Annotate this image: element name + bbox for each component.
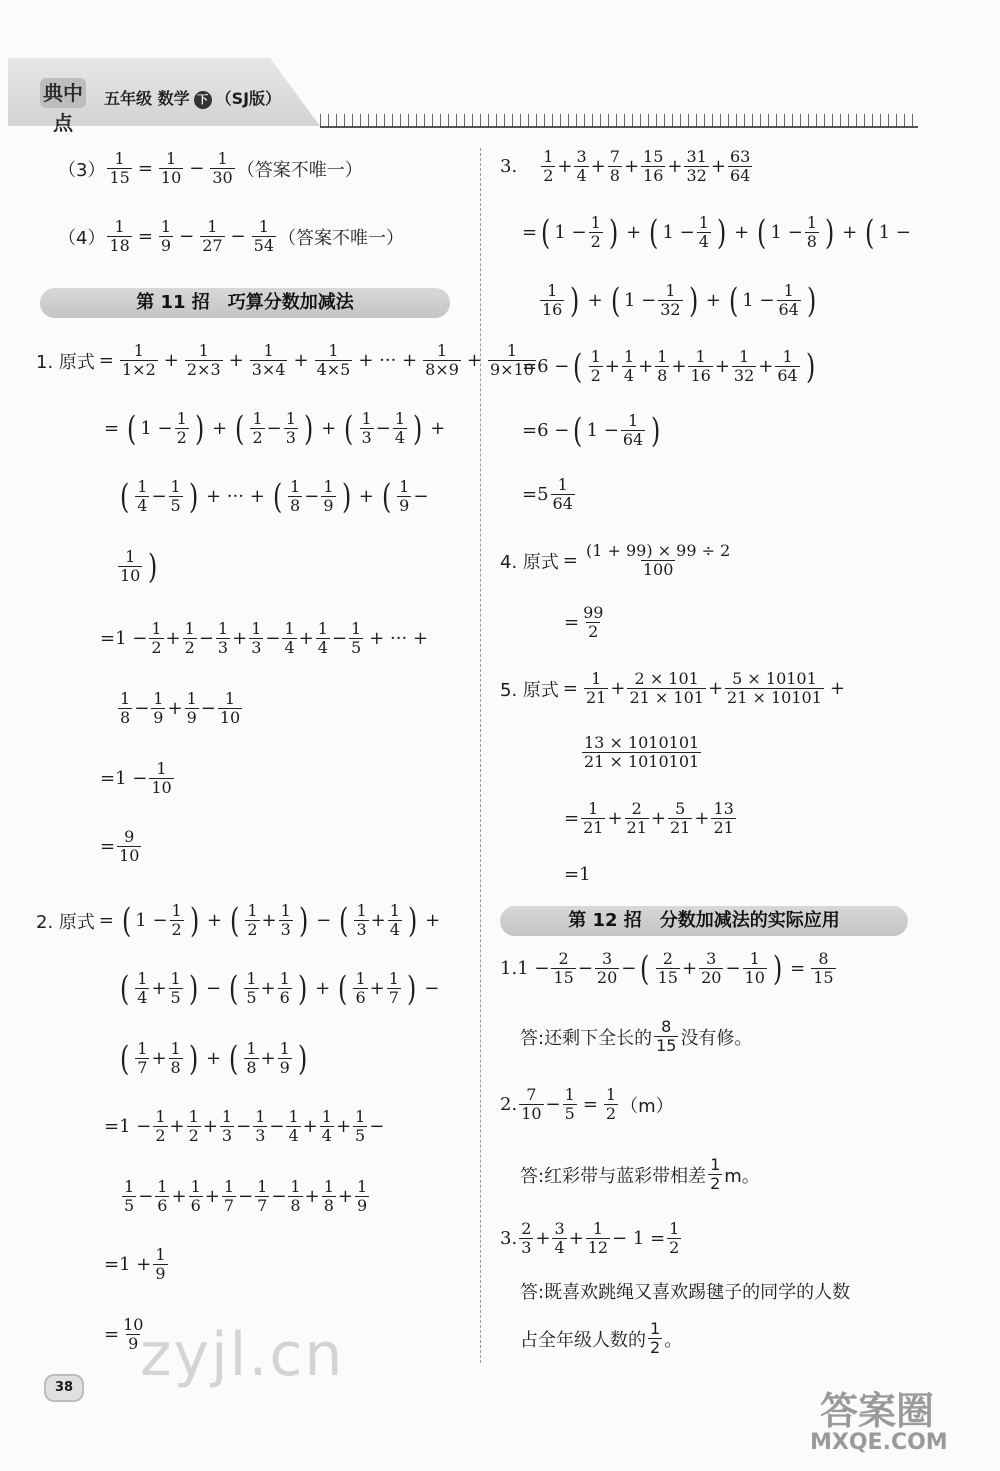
- column-divider: [480, 148, 481, 1363]
- q3-result: =5 $\frac{1}{64}$: [522, 475, 573, 514]
- q2-line4: =1 − $\frac{1}{2}$ + $\frac{1}{2}$ + $\frac{1}{3}$ − $\frac{1}{3}$ − $\frac{1}{4}$ + $\frac{1}{4}$ + $\frac{1}{5}$ −: [104, 1107, 385, 1146]
- q3-line2: = ( 1 − $\frac{1}{2}$ ) + ( 1 − $\frac{1}{4}$ ) + ( 1 − $\frac{1}{8}$ ) + ( 1 −: [522, 212, 911, 253]
- q3-line3: $\frac{1}{16}$ ) + ( 1 − $\frac{1}{32}$ ) + ( 1 − $\frac{1}{64}$ ): [542, 280, 817, 321]
- header-title: [104, 86, 281, 109]
- q2-line6: =1 + $\frac{1}{9}$: [104, 1245, 166, 1284]
- q3-line4: =6 − ( $\frac{1}{2}$ + $\frac{1}{4}$ + $\frac{1}{8}$ + $\frac{1}{16}$ + $\frac{1}{32}$ + $\frac{1}{64}$ ): [522, 346, 815, 387]
- watermark-daanquan: 答案圈: [820, 1389, 935, 1433]
- q1-line7: =1 − $\frac{1}{10}$: [100, 759, 172, 798]
- a2-answer: 答:红彩带与蓝彩带相差 $\frac{1}{2}$ m。: [520, 1155, 760, 1194]
- q1-line6: $\frac{1}{8}$ − $\frac{1}{9}$ + $\frac{1}{9}$ − $\frac{1}{10}$: [120, 689, 241, 728]
- q2-line1: 2. 原式 = ( 1 − $\frac{1}{2}$ ) + ( $\frac{1}{2}$ + $\frac{1}{3}$ ) − ( $\frac{1}{3}$ + $\frac{1}{4}$ ) +: [36, 900, 441, 941]
- left-p4: （4） $\frac{1}{18}$ = $\frac{1}{9}$ − $\frac{1}{27}$ − $\frac{1}{54}$ （答案不唯一）: [58, 217, 404, 256]
- edition-label: （SJ版）: [215, 89, 282, 108]
- q1-line5: =1 − $\frac{1}{2}$ + $\frac{1}{2}$ − $\frac{1}{3}$ + $\frac{1}{3}$ − $\frac{1}{4}$ + $\frac{1}{4}$ − $\frac{1}{5}$ + ··· +: [100, 619, 428, 658]
- q4-result: = $\frac{99}{2}$: [564, 603, 604, 642]
- brand-logo: 典中点: [40, 78, 86, 108]
- q3-line5: =6 − ( 1 − $\frac{1}{64}$ ): [522, 410, 661, 451]
- a1-expression: 1. 1 − $\frac{2}{15}$ − $\frac{3}{20}$ − ( $\frac{2}{15}$ + $\frac{3}{20}$ − $\frac{1}{10}$ ) = $\frac{8}{15}$: [500, 948, 834, 989]
- q2-line5: $\frac{1}{5}$ − $\frac{1}{6}$ + $\frac{1}{6}$ + $\frac{1}{7}$ − $\frac{1}{7}$ − $\frac{1}{8}$ + $\frac{1}{8}$ + $\frac{1}{9}$: [124, 1177, 368, 1216]
- section-12-title: 第 12 招 分数加减法的实际应用: [500, 906, 908, 936]
- q5-result: =1: [564, 864, 591, 885]
- a3-answer-line2: 占全年级人数的 $\frac{1}{2}$ 。: [520, 1319, 683, 1358]
- volume-badge: 下: [194, 91, 212, 109]
- q5-line2: $\frac{13 \times 1010101}{21 \times 1010101}$: [584, 733, 700, 772]
- q1-line1: 1. 原式 = $\frac{1}{1\times 2}$ + $\frac{1}{2\times 3}$ + $\frac{1}{3\times 4}$ + $\frac{1}{4\times 5}$ + ··· + $\frac{1}{8\times 9}$ + $\frac{1}{9\times 10}$: [36, 341, 534, 380]
- q2-line2: ( $\frac{1}{4}$ + $\frac{1}{5}$ ) − ( $\frac{1}{5}$ + $\frac{1}{6}$ ) + ( $\frac{1}{6}$ + $\frac{1}{7}$ ) −: [119, 968, 440, 1009]
- header-ruler: [320, 114, 918, 128]
- left-p3: （3） $\frac{1}{15}$ = $\frac{1}{10}$ − $\frac{1}{30}$ （答案不唯一）: [58, 149, 363, 188]
- q4-line1: 4. 原式 = $\frac{(1 + 99) \times 99 \div 2}{100}$: [500, 541, 731, 580]
- page-number: 38: [44, 1374, 84, 1402]
- q5-line1: 5. 原式 = $\frac{1}{21}$ + $\frac{2 \times 101}{21 \times 101}$ + $\frac{5 \times 10101}{21 \times 10101}$ +: [500, 669, 845, 708]
- book-title: 五年级 数学: [104, 89, 190, 108]
- q5-line3: = $\frac{1}{21}$ + $\frac{2}{21}$ + $\frac{5}{21}$ + $\frac{13}{21}$: [564, 799, 734, 838]
- a2-expression: 2. $\frac{7}{10}$ − $\frac{1}{5}$ = $\frac{1}{2}$ （m）: [500, 1085, 674, 1124]
- q2-line3: ( $\frac{1}{7}$ + $\frac{1}{8}$ ) + ( $\frac{1}{8}$ + $\frac{1}{9}$ ): [119, 1038, 308, 1079]
- a1-answer: 答:还剩下全长的 $\frac{8}{15}$ 没有修。: [520, 1017, 753, 1056]
- a3-expression: 3. $\frac{2}{3}$ + $\frac{3}{4}$ + $\frac{1}{12}$ − 1 = $\frac{1}{2}$: [500, 1219, 680, 1258]
- q1-line3: ( $\frac{1}{4}$ − $\frac{1}{5}$ ) + ··· + ( $\frac{1}{8}$ − $\frac{1}{9}$ ) + ( $\frac{1}{9}$ −: [119, 476, 429, 517]
- a3-answer-line1: 答:既喜欢跳绳又喜欢踢毽子的同学的人数: [520, 1282, 851, 1303]
- watermark-mxqe: MXQE.COM: [810, 1430, 948, 1455]
- watermark-zyjl: zyjl.cn: [140, 1320, 345, 1390]
- q1-line2: = ( 1 − $\frac{1}{2}$ ) + ( $\frac{1}{2}$ − $\frac{1}{3}$ ) + ( $\frac{1}{3}$ − $\frac{1}{4}$ ) +: [104, 408, 446, 449]
- q2-result: = $\frac{10}{9}$: [104, 1315, 144, 1354]
- q1-result: = $\frac{9}{10}$: [100, 827, 140, 866]
- q1-line4: $\frac{1}{10}$ ): [120, 546, 158, 587]
- q3-line1: 3. $\frac{1}{2}$ + $\frac{3}{4}$ + $\frac{7}{8}$ + $\frac{15}{16}$ + $\frac{31}{32}$ + $\frac{63}{64}$: [500, 147, 751, 186]
- section-11-title: 第 11 招 巧算分数加减法: [40, 288, 450, 318]
